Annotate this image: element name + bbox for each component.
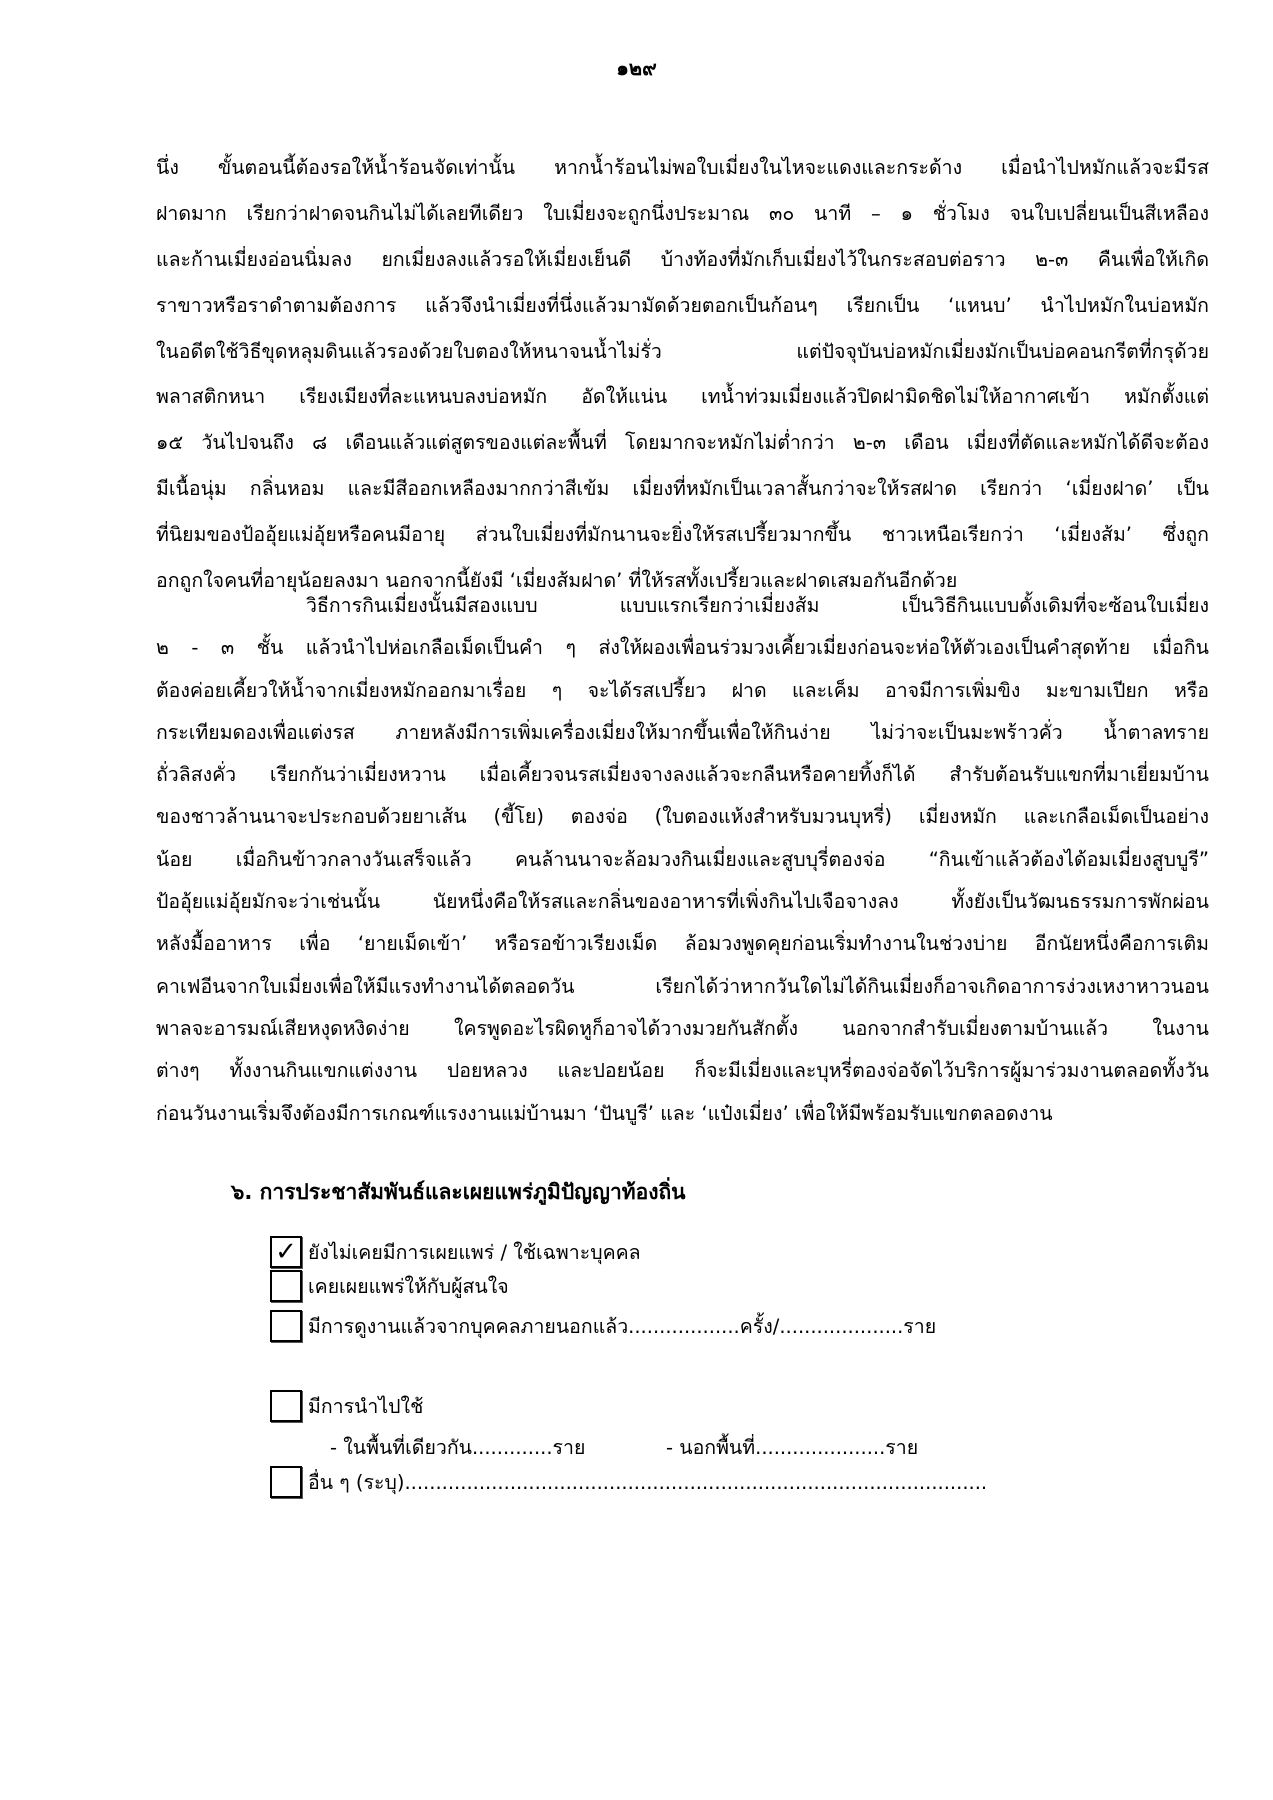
text-line: กระเทียมดองเพื่อแต่งรส ภายหลังมีการเพิ่มเครื่องเมี่ยงให้มากขึ้นเพื่อให้กินง่าย ไม่ว่าจะเป็นมะพร้าวคั่ว น้ำตาลทราย bbox=[156, 720, 1209, 744]
option-other[interactable] bbox=[270, 1466, 987, 1498]
option-label: มีการดูงานแล้วจากบุคคลภายนอกแล้ว..................ครั้ง/....................ราย bbox=[308, 1314, 937, 1338]
paragraph-1 bbox=[156, 152, 1209, 611]
option-label: เคยเผยแพร่ให้กับผู้สนใจ bbox=[308, 1274, 509, 1298]
option-label: มีการนำไปใช้ bbox=[308, 1394, 424, 1418]
text-line: ฝาดมาก เรียกว่าฝาดจนกินไม่ได้เลยทีเดียว ใบเมี่ยงจะถูกนึ่งประมาณ ๓๐ นาที – ๑ ชั่วโมง จนใบเปลี่ยนเป็นสีเหลือง bbox=[156, 201, 1209, 225]
text-line: ราขาวหรือราดำตามต้องการ แล้วจึงนำเมี่ยงที่นึ่งแล้วมามัดด้วยตอกเป็นก้อนๆ เรียกเป็น ‘แหนบ’ นำไปหมักในบ่อหมัก bbox=[156, 293, 1209, 317]
text-line: คาเฟอีนจากใบเมี่ยงเพื่อให้มีแรงทำงานได้ตลอดวัน เรียกได้ว่าหากวันใดไม่ได้กินเมี่ยงก็อาจเกิดอาการง่วงเหงาหาวนอน bbox=[156, 974, 1209, 998]
page-number: ๑๒๙ bbox=[616, 56, 657, 80]
text-line: ๑๕ วันไปจนถึง ๘ เดือนแล้วแต่สูตรของแต่ละพื้นที่ โดยมากจะหมักไม่ต่ำกว่า ๒-๓ เดือน เมี่ยงที่ตัดและหมักได้ดีจะต้อง bbox=[156, 431, 1209, 455]
text-line: พลาสติกหนา เรียงเมียงที่ละแหนบลงบ่อหมัก อัดให้แน่น เทน้ำท่วมเมี่ยงแล้วปิดฝามิดชิดไม่ให้อากาศเข้า หมักตั้งแต่ bbox=[156, 385, 1209, 409]
checkbox-checked[interactable]: ✓ bbox=[270, 1236, 302, 1268]
text-line: ๒ - ๓ ชั้น แล้วนำไปห่อเกลือเม็ดเป็นคำ ๆ ส่งให้ผองเพื่อนร่วมวงเคี้ยวเมี่ยงก่อนจะห่อให้ตัวเองเป็นคำสุดท้าย เมื่อกิน bbox=[156, 636, 1209, 660]
checkbox[interactable] bbox=[270, 1310, 302, 1342]
text-line: วิธีการกินเมี่ยงนั้นมีสองแบบ แบบแรกเรียกว่าเมี่ยงส้ม เป็นวิธีกินแบบดั้งเดิมที่จะซ้อนใบเมี่ยง bbox=[306, 594, 1209, 617]
text-line: ที่นิยมของป้ออุ้ยแม่อุ้ยหรือคนมีอายุ ส่วนใบเมี่ยงที่มักนานจะยิ่งให้รสเปรี้ยวมากขึ้น ชาวเหนือเรียกว่า ‘เมี่ยงส้ม’ ซึ่งถูก bbox=[156, 523, 1209, 547]
text-line: ของชาวล้านนาจะประกอบด้วยยาเส้น (ขี้โย) ตองจ่อ (ใบตองแห้งสำหรับมวนบุหรี่) เมี่ยงหมัก และเกลือเม็ดเป็นอย่าง bbox=[156, 805, 1209, 829]
text-line: ป้ออุ้ยแม่อุ้ยมักจะว่าเช่นนั้น นัยหนึ่งคือให้รสและกลิ่นของอาหารที่เพิ่งกินไปเจือจางลง ทั้งยังเป็นวัฒนธรรมการพักผ่อน bbox=[156, 890, 1209, 914]
text-line: อกถูกใจคนที่อายุน้อยลงมา นอกจากนี้ยังมี ‘เมี่ยงส้มฝาด’ ที่ให้รสทั้งเปรี้ยวและฝาดเสมอกันอีกด้วย bbox=[156, 569, 958, 593]
option-applied[interactable] bbox=[270, 1390, 423, 1422]
use-in-area: - ในพื้นที่เดียวกัน.............ราย bbox=[330, 1436, 586, 1459]
paragraph-2 bbox=[156, 590, 1209, 1140]
text-line: ในอดีตใช้วิธีขุดหลุมดินแล้วรองด้วยใบตองให้หนาจนน้ำไม่รั่ว แต่ปัจจุบันบ่อหมักเมี่ยงมักเป็นบ่อคอนกรีตที่กรุด้วย bbox=[156, 339, 1209, 363]
checkbox[interactable] bbox=[270, 1390, 302, 1422]
section-6-heading: ๖. การประชาสัมพันธ์และเผยแพร่ภูมิปัญญาท้องถิ่น bbox=[231, 1180, 686, 1204]
option-label: ยังไม่เคยมีการเผยแพร่ / ใช้เฉพาะบุคคล bbox=[308, 1240, 641, 1264]
text-line: น้อย เมื่อกินข้าวกลางวันเสร็จแล้ว คนล้านนาจะล้อมวงกินเมี่ยงและสูบบุรี่ตองจ่อ “กินเข้าแล้วต้องได้อมเมี่ยงสูบบูรี” bbox=[156, 847, 1209, 871]
text-line: มีเนื้อนุ่ม กลิ่นหอม และมีสีออกเหลืองมากกว่าสีเข้ม เมี่ยงที่หมักเป็นเวลาสั้นกว่าจะให้รสฝาด เรียกว่า ‘เมี่ยงฝาด’ เป็น bbox=[156, 477, 1209, 501]
text-line: นึ่ง ขั้นตอนนี้ต้องรอให้น้ำร้อนจัดเท่านั้น หากน้ำร้อนไม่พอใบเมี่ยงในไหจะแดงและกระด้าง เมื่อนำไปหมักแล้วจะมีรส bbox=[156, 156, 1209, 179]
text-line: พาลจะอารมณ์เสียหงุดหงิดง่าย ใครพูดอะไรผิดหูก็อาจได้วางมวยกันสักตั้ง นอกจากสำรับเมี่ยงตามบ้านแล้ว ในงาน bbox=[156, 1016, 1209, 1040]
checkbox[interactable] bbox=[270, 1270, 302, 1302]
option-not-disseminated[interactable] bbox=[270, 1236, 641, 1268]
text-line: ถั่วลิสงคั่ว เรียกกันว่าเมี่ยงหวาน เมื่อเคี้ยวจนรสเมี่ยงจางลงแล้วจะกลืนหรือคายทิ้งก็ได้ สำรับต้อนรับแขกที่มาเยี่ยมบ้าน bbox=[156, 763, 1209, 787]
text-line: ก่อนวันงานเริ่มจึงต้องมีการเกณฑ์แรงงานแม่บ้านมา ‘ปันบูรี’ และ ‘แป๋งเมี่ยง’ เพื่อให้มีพร้อมรับแขกตลอดงาน bbox=[156, 1101, 1053, 1125]
option-label: อื่น ๆ (ระบุ).............................................................................................. bbox=[308, 1470, 988, 1494]
checkbox[interactable] bbox=[270, 1466, 302, 1498]
option-disseminated[interactable] bbox=[270, 1270, 509, 1302]
text-line: ต่างๆ ทั้งงานกินแขกแต่งงาน ปอยหลวง และปอยน้อย ก็จะมีเมี่ยงและบุหรี่ตองจ่อจัดไว้บริการผู้มาร่วมงานตลอดทั้งวัน bbox=[156, 1059, 1209, 1083]
text-line: หลังมื้ออาหาร เพื่อ ‘ยายเม็ดเข้า’ หรือรอข้าวเรียงเม็ด ล้อมวงพูดคุยก่อนเริ่มทำงานในช่วงบ่าย อีกนัยหนึ่งคือการเติม bbox=[156, 932, 1209, 956]
use-outside-area: - นอกพื้นที่.....................ราย bbox=[666, 1436, 919, 1459]
text-line: และก้านเมี่ยงอ่อนนิ่มลง ยกเมี่ยงลงแล้วรอให้เมี่ยงเย็นดี บ้างท้องที่มักเก็บเมี่ยงไว้ในกระสอบต่อราว ๒-๓ คืนเพื่อให้เกิด bbox=[156, 247, 1209, 271]
text-line: ต้องค่อยเคี้ยวให้น้ำจากเมี่ยงหมักออกมาเรื่อย ๆ จะได้รสเปรี้ยว ฝาด และเค็ม อาจมีการเพิ่มขิง มะขามเปียก หรือ bbox=[156, 678, 1209, 702]
option-visited[interactable] bbox=[270, 1310, 936, 1342]
